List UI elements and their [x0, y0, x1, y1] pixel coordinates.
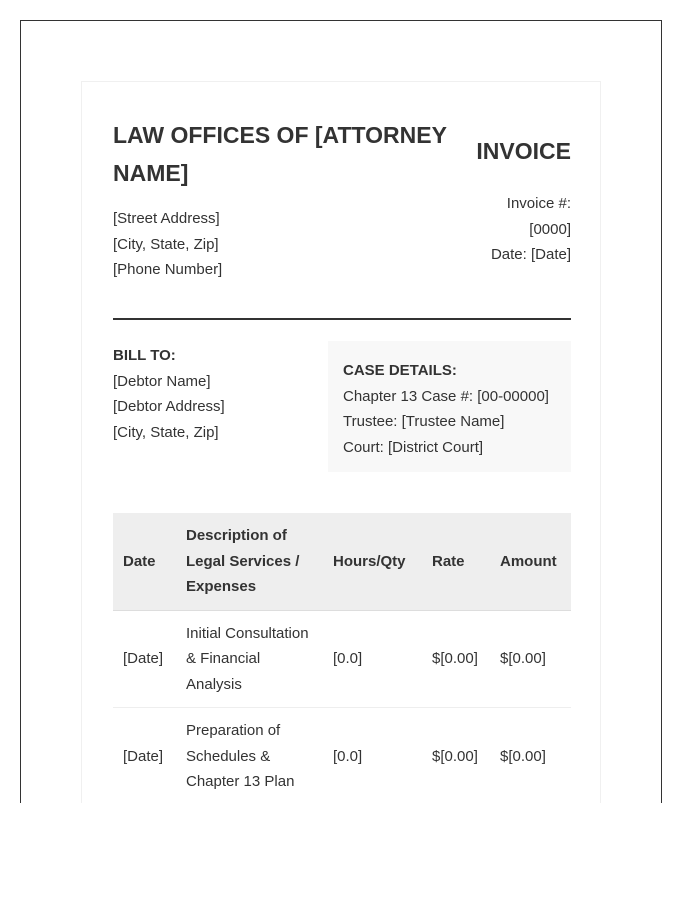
- row-description: Initial Consultation & Financial Analysis: [176, 610, 323, 708]
- court-name: Court: [District Court]: [343, 438, 484, 456]
- firm-street: [Street Address]: [113, 210, 220, 227]
- row-date: [Date]: [113, 708, 176, 804]
- table-row: [113, 610, 571, 708]
- table-header-row: [113, 513, 571, 610]
- invoice-number-label: Invoice #:: [506, 195, 571, 212]
- row-rate: $[0.00]: [422, 610, 490, 708]
- row-amount: $[0.00]: [490, 708, 571, 804]
- invoice-meta: [491, 191, 571, 268]
- debtor-name: [Debtor Name]: [113, 372, 211, 390]
- invoice-page: [81, 81, 601, 803]
- header-rate: Rate: [422, 513, 490, 610]
- case-number: Chapter 13 Case #: [00-00000]: [343, 387, 549, 405]
- trustee-name: Trustee: [Trustee Name]: [343, 413, 505, 430]
- firm-name: LAW OFFICES OF [ATTORNEY NAME]: [113, 122, 447, 186]
- debtor-address: [Debtor Address]: [113, 398, 225, 415]
- case-details-box: [328, 341, 571, 472]
- bill-to-label: BILL TO:: [113, 347, 176, 364]
- row-amount: $[0.00]: [490, 610, 571, 708]
- invoice-title: INVOICE: [476, 138, 571, 164]
- row-date: [Date]: [113, 610, 176, 708]
- services-table: [113, 513, 571, 803]
- header-divider: [113, 318, 571, 320]
- header-date: Date: [113, 513, 176, 610]
- invoice-date: Date: [Date]: [490, 246, 571, 263]
- firm-city: [City, State, Zip]: [113, 235, 219, 253]
- row-rate: $[0.00]: [422, 708, 490, 804]
- header-description: Description of Legal Services / Expenses: [176, 513, 323, 610]
- header-amount: Amount: [490, 513, 571, 610]
- header-hours: Hours/Qty: [323, 513, 422, 610]
- row-hours: [0.0]: [323, 708, 422, 804]
- row-hours: [0.0]: [323, 610, 422, 708]
- bill-to-section: [113, 343, 225, 445]
- firm-address: [113, 206, 222, 283]
- table-row: [113, 708, 571, 804]
- row-description: Preparation of Schedules & Chapter 13 Plan: [176, 708, 323, 804]
- debtor-city: [City, State, Zip]: [113, 423, 219, 441]
- document-frame: [20, 20, 662, 803]
- firm-phone: [Phone Number]: [113, 261, 223, 278]
- invoice-number-value: [0000]: [529, 220, 571, 238]
- case-details-label: CASE DETAILS:: [343, 362, 457, 379]
